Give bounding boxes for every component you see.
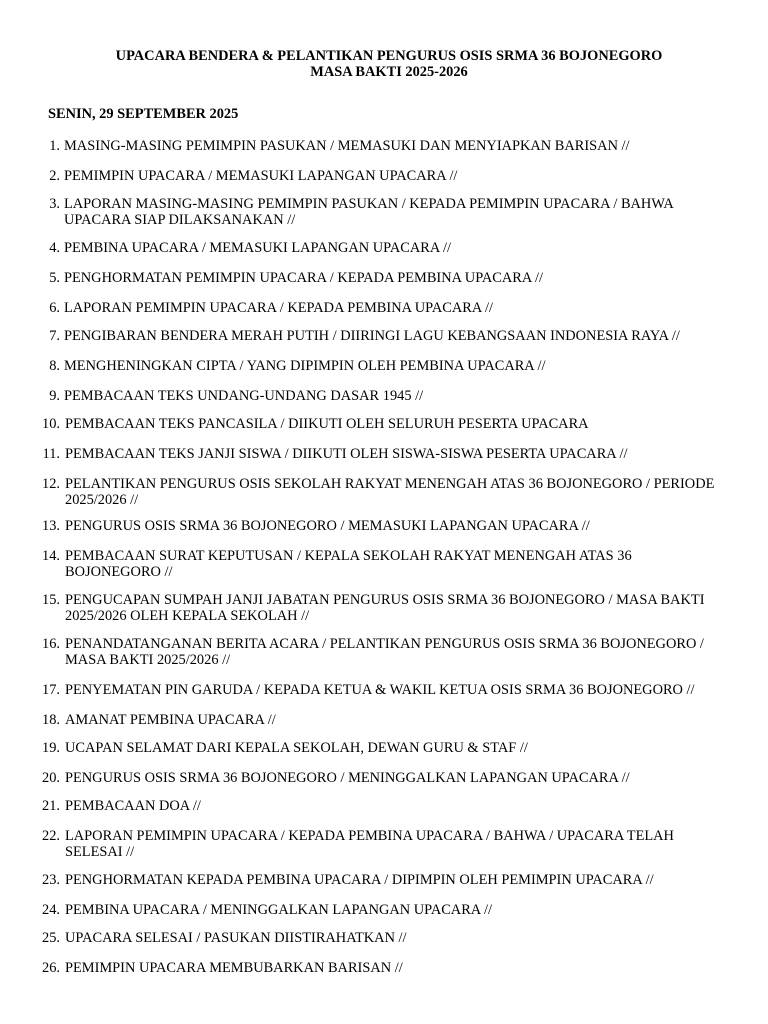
list-item-text: PENGURUS OSIS SRMA 36 BOJONEGORO / MENINGGALKAN LAPANGAN UPACARA // [65,770,630,786]
list-item-text: PEMBINA UPACARA / MENINGGALKAN LAPANGAN UPACARA // [65,902,492,918]
list-item-text: PEMBACAAN TEKS JANJI SISWA / DIIKUTI OLEH SISWA-SISWA PESERTA UPACARA // [65,446,628,462]
list-item-text: PEMIMPIN UPACARA MEMBUBARKAN BARISAN // [65,960,403,976]
list-item-number: 2. [49,168,60,184]
list-item-number: 12. [42,476,60,492]
title-line-2: MASA BAKTI 2025-2026 [310,64,468,80]
list-item-text: PELANTIKAN PENGURUS OSIS SEKOLAH RAKYAT MENENGAH ATAS 36 BOJONEGORO / PERIODE 2025/2026 // [65,476,715,508]
document-title [0,48,768,80]
list-item-number: 10. [42,416,60,432]
list-item-text: MENGHENINGKAN CIPTA / YANG DIPIMPIN OLEH PEMBINA UPACARA // [64,358,546,374]
list-item-number: 4. [49,240,60,256]
list-item-text: PENGHORMATAN KEPADA PEMBINA UPACARA / DIPIMPIN OLEH PEMIMPIN UPACARA // [65,872,654,888]
list-item-number: 15. [42,592,60,608]
list-item-number: 1. [49,138,60,154]
list-item-text: LAPORAN MASING-MASING PEMIMPIN PASUKAN / KEPADA PEMIMPIN UPACARA / BAHWA UPACARA SIAP DILAKSANAKAN // [64,196,673,228]
list-item-text: PEMBACAAN SURAT KEPUTUSAN / KEPALA SEKOLAH RAKYAT MENENGAH ATAS 36 BOJONEGORO // [65,548,632,580]
list-item-number: 26. [42,960,60,976]
list-item-text: UCAPAN SELAMAT DARI KEPALA SEKOLAH, DEWAN GURU & STAF // [65,740,528,756]
list-item-text: MASING-MASING PEMIMPIN PASUKAN / MEMASUKI DAN MENYIAPKAN BARISAN // [64,138,630,154]
list-item-number: 7. [49,328,60,344]
list-item-number: 24. [42,902,60,918]
list-item-number: 8. [49,358,60,374]
list-item-number: 13. [42,518,60,534]
list-item-text: PEMIMPIN UPACARA / MEMASUKI LAPANGAN UPACARA // [64,168,458,184]
list-item-number: 20. [42,770,60,786]
list-item-number: 6. [49,300,60,316]
list-item-text: PENANDATANGANAN BERITA ACARA / PELANTIKAN PENGURUS OSIS SRMA 36 BOJONEGORO / MASA BAKTI 2025/2026 // [65,636,704,668]
list-item-text: PEMBACAAN TEKS UNDANG-UNDANG DASAR 1945 // [64,388,424,404]
list-item-number: 11. [42,446,60,462]
list-item-text: PEMBACAAN TEKS PANCASILA / DIIKUTI OLEH SELURUH PESERTA UPACARA [65,416,589,432]
list-item-text: AMANAT PEMBINA UPACARA // [65,712,276,728]
list-item-text: LAPORAN PEMIMPIN UPACARA / KEPADA PEMBINA UPACARA // [64,300,494,316]
event-date: SENIN, 29 SEPTEMBER 2025 [48,106,239,122]
list-item-text: PENGIBARAN BENDERA MERAH PUTIH / DIIRINGI LAGU KEBANGSAAN INDONESIA RAYA // [64,328,680,344]
list-item-number: 18. [42,712,60,728]
list-item-number: 17. [42,682,60,698]
list-item-text: LAPORAN PEMIMPIN UPACARA / KEPADA PEMBINA UPACARA / BAHWA / UPACARA TELAH SELESAI // [65,828,674,860]
list-item-number: 16. [42,636,60,652]
list-item-number: 25. [42,930,60,946]
list-item-number: 5. [49,270,60,286]
list-item-number: 9. [49,388,60,404]
list-item-number: 23. [42,872,60,888]
list-item-number: 21. [42,798,60,814]
list-item-text: PENGURUS OSIS SRMA 36 BOJONEGORO / MEMASUKI LAPANGAN UPACARA // [65,518,590,534]
list-item-text: PEMBACAAN DOA // [65,798,201,814]
title-line-1: UPACARA BENDERA & PELANTIKAN PENGURUS OSIS SRMA 36 BOJONEGORO [115,48,663,64]
list-item-text: UPACARA SELESAI / PASUKAN DIISTIRAHATKAN // [65,930,407,946]
list-item-number: 19. [42,740,60,756]
list-item-text: PENGHORMATAN PEMIMPIN UPACARA / KEPADA PEMBINA UPACARA // [64,270,544,286]
list-item-text: PENGUCAPAN SUMPAH JANJI JABATAN PENGURUS OSIS SRMA 36 BOJONEGORO / MASA BAKTI 2025/2026 OLEH KEPALA SEKOLAH // [65,592,705,624]
list-item-number: 22. [42,828,60,844]
list-item-text: PENYEMATAN PIN GARUDA / KEPADA KETUA & WAKIL KETUA OSIS SRMA 36 BOJONEGORO // [65,682,695,698]
list-item-number: 14. [42,548,60,564]
list-item-text: PEMBINA UPACARA / MEMASUKI LAPANGAN UPACARA // [64,240,452,256]
list-item-number: 3. [49,196,60,212]
